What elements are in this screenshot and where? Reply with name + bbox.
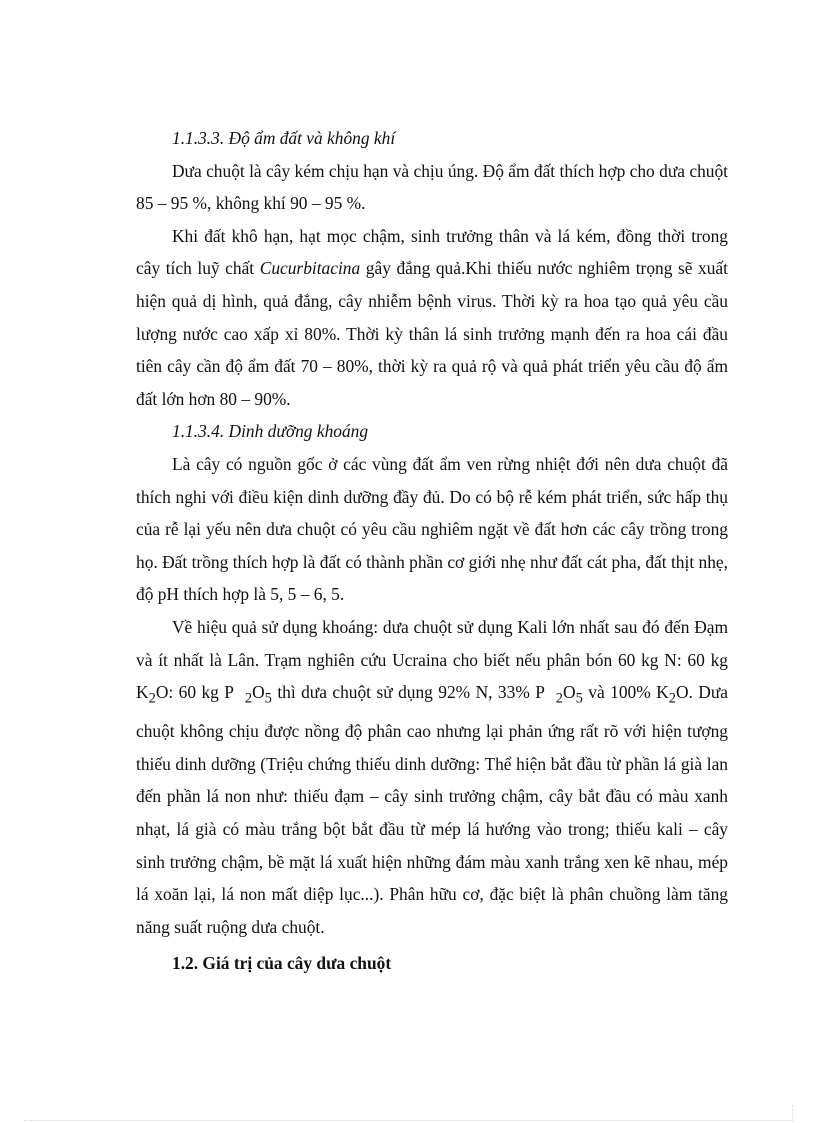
subscript: 5	[575, 690, 583, 707]
section-heading-1-1-3-3: 1.1.3.3. Độ ẩm đất và không khí	[172, 128, 396, 148]
section-heading-1-1-3-4: 1.1.3.4. Dinh dưỡng khoáng	[172, 421, 369, 442]
page-corner-border	[792, 1105, 793, 1121]
paragraph-text: và 100% K	[582, 682, 669, 703]
paragraph-text: O: 60 kg P	[155, 682, 234, 703]
document-body	[136, 122, 728, 980]
paragraph-text: Về hiệu quả sử dụng khoáng: dưa chuột sử dụng Kali lớn nhất sau đó đến Đạm và ít nhất là Lân. Trạm nghiên cứu Ucraina cho biết nếu phân bón 60 kg N: 60 kg K	[136, 616, 728, 703]
paragraph-text: O. Dưa chuột không chịu được nồng độ phân cao nhưng lại phản ứng rất rõ với hiện tượng thiếu dinh dưỡng (Triệu chứng thiếu dinh dưỡng: Thể hiện bắt đầu từ phần lá già lan đến phần lá non như: thiếu đạm – cây sinh trưởng chậm, cây bắt đầu có màu xanh nhạt, lá già có màu trắng bột bắt đầu từ mép lá hướng vào trong; thiếu kali – cây sinh trưởng chậm, bề mặt lá xuất hiện những đám màu xanh trắng xen kẽ nhau, mép lá xoăn lại, lá non mất diệp lục...). Phân hữu cơ, đặc biệt là phân chuồng làm tăng năng suất ruộng dưa chuột.	[136, 682, 728, 937]
paragraph-soil-humidity: Dưa chuột là cây kém chịu hạn và chịu úng. Độ ẩm đất thích hợp cho dưa chuột 85 – 95 %, không khí 90 – 95 %.	[136, 160, 728, 214]
paragraph-text: gây đắng quả.Khi thiếu nước nghiêm trọng sẽ xuất hiện quả dị hình, quả đắng, cây nhiễm bệnh virus. Thời kỳ ra hoa tạo quả yêu cầu lượng nước cao xấp xỉ 80%. Thời kỳ thân lá sinh trưởng mạnh đến ra hoa cái đầu tiên cây cần độ ẩm đất 70 – 80%, thời kỳ ra quả rộ và quả phát triển yêu cầu độ ẩm đất lớn hơn 80 – 90%.	[136, 258, 728, 409]
paragraph-text: O	[563, 682, 576, 703]
paragraph-text: Khi đất khô hạn, hạt mọc chậm, sinh trưởng thân và lá kém, đồng thời trong cây tích luỹ chất	[136, 225, 728, 279]
subscript: 2	[148, 690, 156, 707]
subscript: 2	[555, 690, 564, 707]
subscript: 2	[244, 690, 253, 707]
paragraph-mineral-efficiency	[136, 611, 728, 943]
subscript: 2	[668, 690, 676, 707]
subscript: 5	[264, 690, 272, 707]
paragraph-drought-effects	[136, 220, 728, 416]
paragraph-text: thì dưa chuột sử dụng 92% N, 33% P	[271, 682, 545, 703]
chemical-name-italic: Cucurbitacina	[259, 258, 361, 279]
paragraph-nutrition-origin: Là cây có nguồn gốc ở các vùng đất ẩm ven rừng nhiệt đới nên dưa chuột đã thích nghi với điều kiện dinh dưỡng đầy đủ. Do có bộ rễ kém phát triển, sức hấp thụ của rễ lại yếu nên dưa chuột có yêu cầu nghiêm ngặt về đất hơn các cây trồng trong họ. Đất trồng thích hợp là đất có thành phần cơ giới nhẹ như đất cát pha, đất thịt nhẹ, độ pH thích hợp là 5, 5 – 6, 5.	[136, 453, 728, 605]
paragraph-text: O	[252, 682, 265, 703]
page-bottom-border	[24, 1120, 792, 1121]
section-heading-1-2: 1.2. Giá trị của cây dưa chuột	[172, 953, 392, 974]
